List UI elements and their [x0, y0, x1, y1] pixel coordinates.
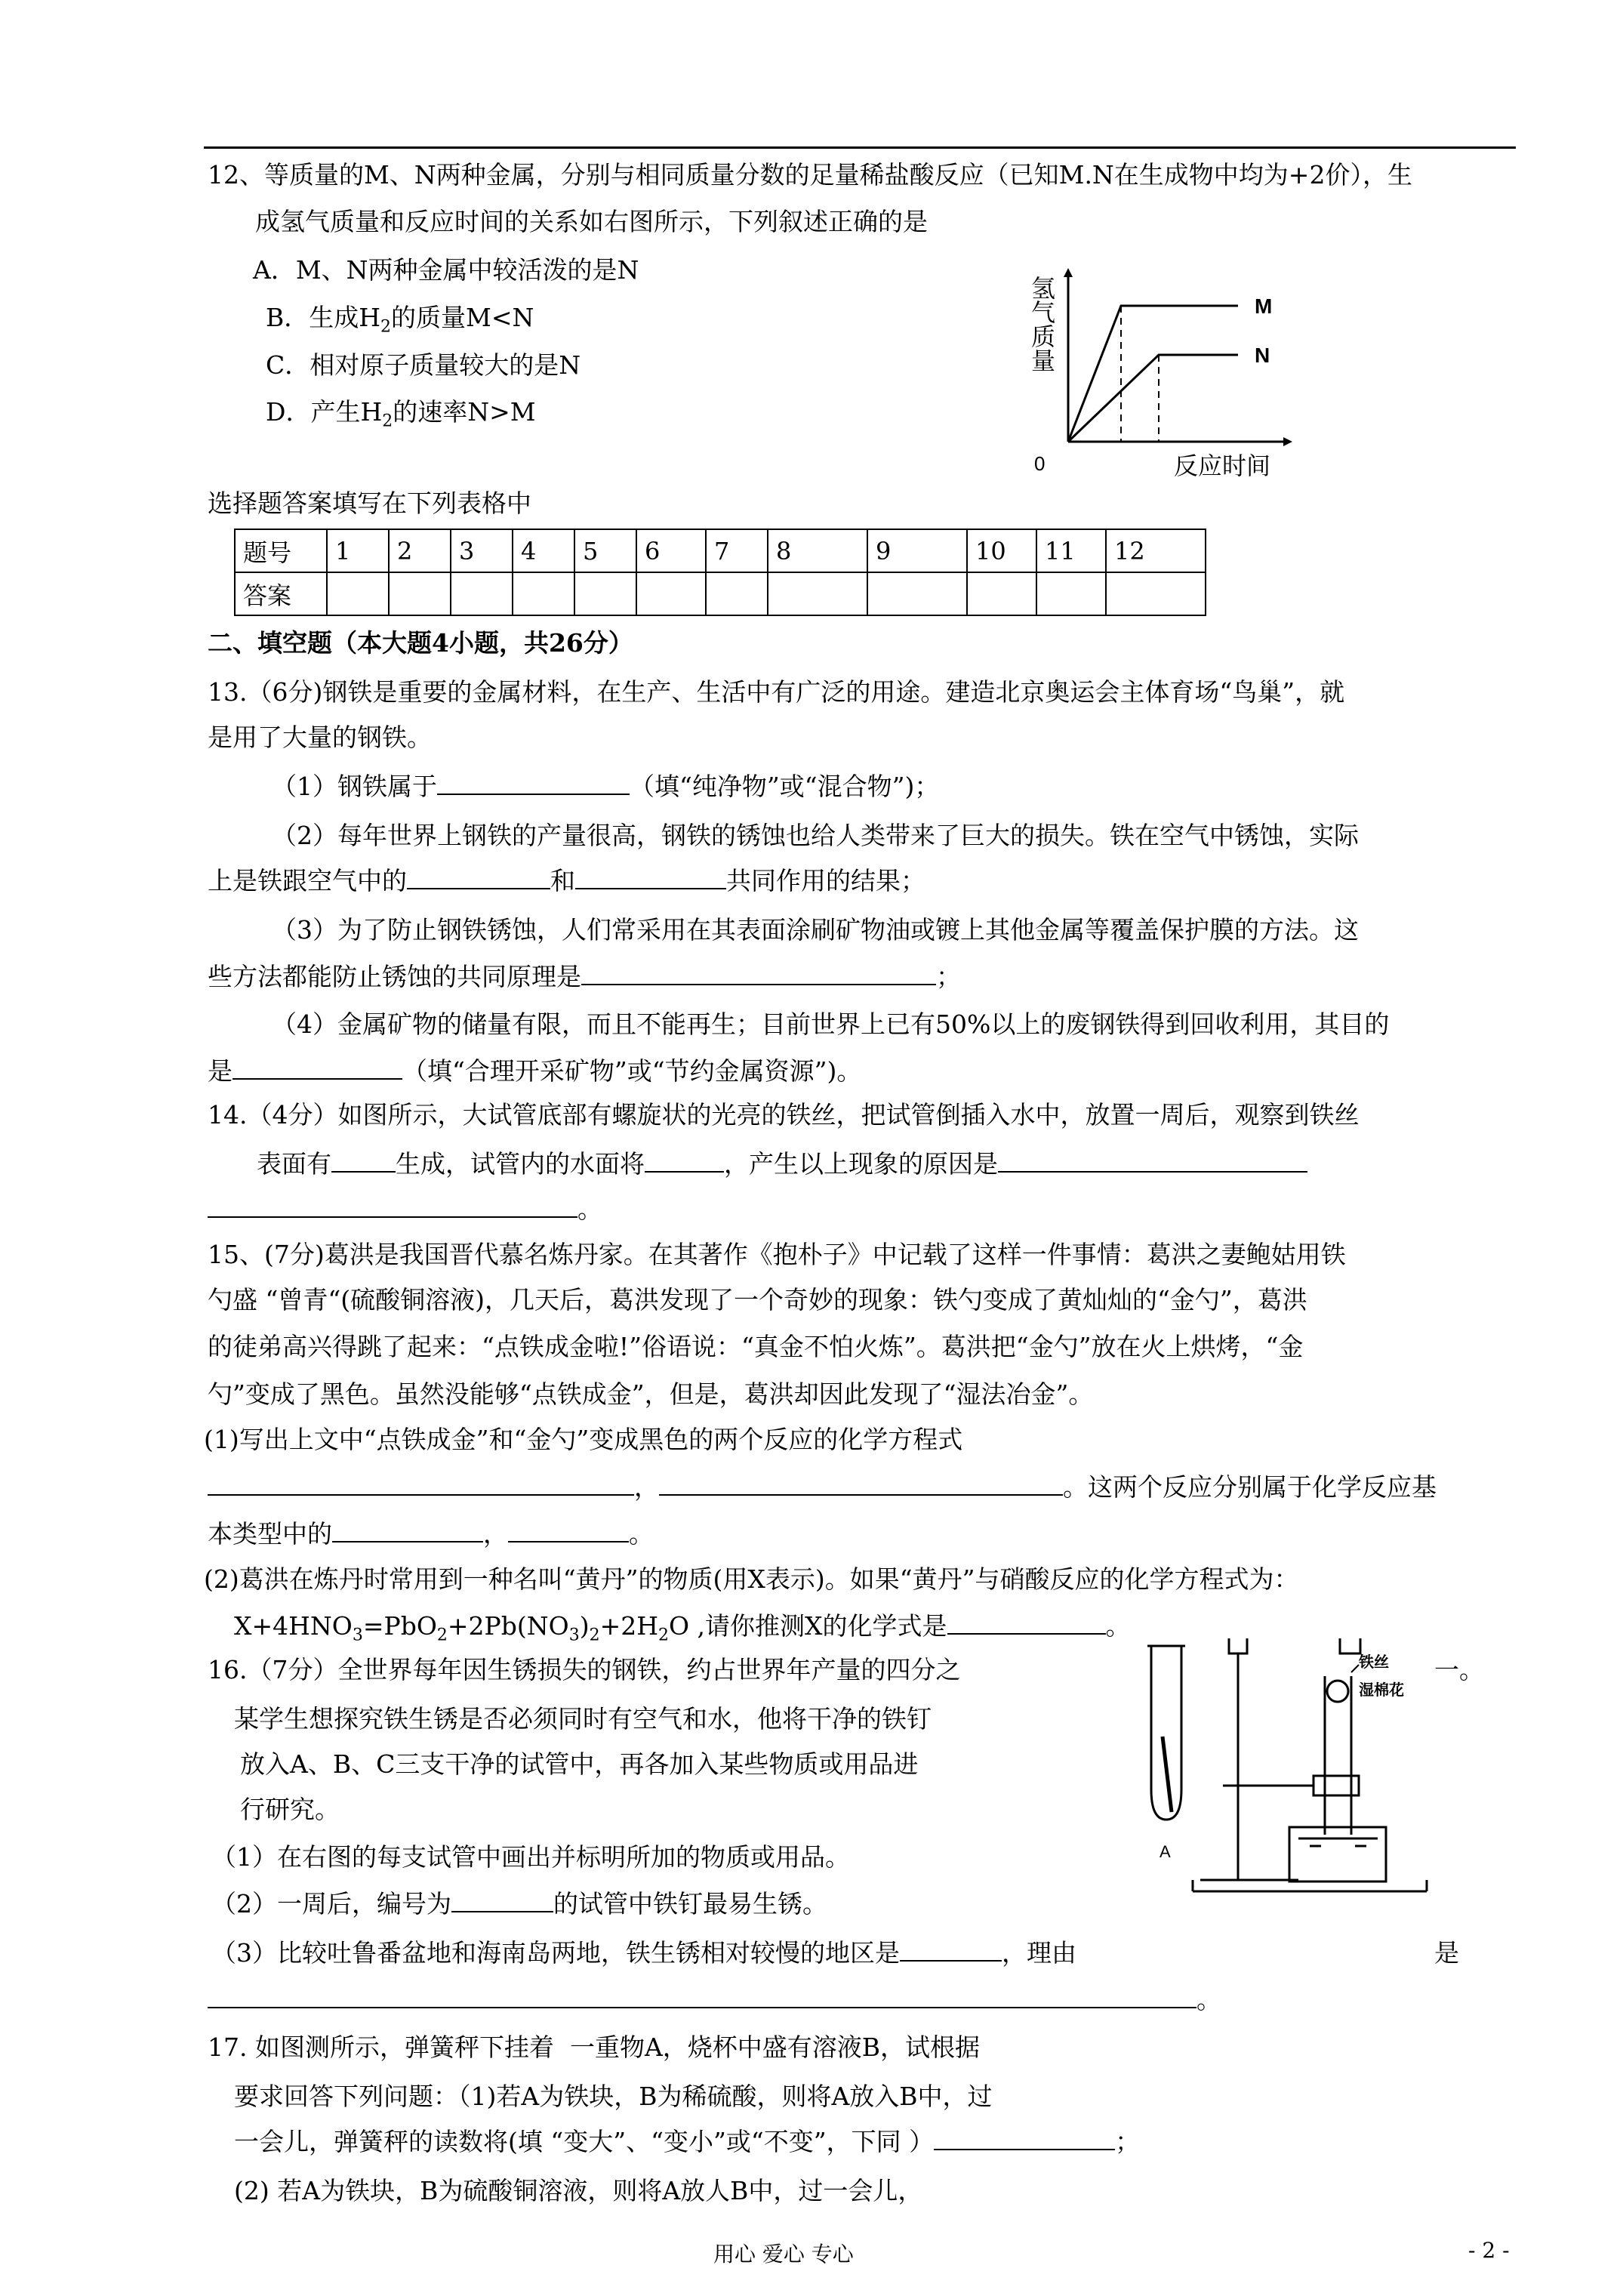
q16-blank-region[interactable]: [900, 1937, 1002, 1962]
q14-line2: 表面有 生成，试管内的水面将 ，产生以上现象的原因是: [257, 1148, 1307, 1181]
origin-label: 0: [1034, 452, 1046, 475]
q17-line1: 17. 如图测所示，弹簧秤下挂着 一重物A，烧杯中盛有溶液B，试根据: [208, 2032, 981, 2062]
answer-cell[interactable]: [967, 572, 1036, 615]
q16-line1: 16.（7分）全世界每年因生锈损失的钢铁，约占世界年产量的四分之: [208, 1655, 961, 1684]
number-cell: 4: [513, 529, 574, 572]
q12-stem-line2: 成氢气质量和反应时间的关系如右图所示，下列叙述正确的是: [255, 207, 928, 236]
q12-option-b: B．生成$H_2$的质量M<N: [266, 303, 534, 337]
answer-cell[interactable]: [574, 572, 636, 615]
tube-stand-left: [1200, 1638, 1298, 1880]
q16-part3: （3）比较吐鲁番盆地和海南岛两地，铁生锈相对较慢的地区是 ，理由: [211, 1938, 1076, 1968]
table-row: [235, 529, 1206, 572]
number-cell: 8: [768, 529, 867, 572]
y-axis-label: 氢气质量: [1028, 276, 1055, 372]
q15-line2: 勺盛 “曾青“(硫酸铜溶液)，几天后，葛洪发现了一个奇妙的现象：铁勺变成了黄灿灿的“金勺”，葛洪: [208, 1285, 1307, 1314]
q16-line3: 放入A、B、C三支干净的试管中，再各加入某些物质或用品进: [240, 1749, 919, 1779]
page-number: - 2 -: [1468, 2238, 1510, 2263]
q15-blank-x[interactable]: [947, 1610, 1106, 1635]
q13-part3-line2: 些方法都能防止锈蚀的共同原理是 ；: [208, 962, 961, 991]
number-cell: 9: [867, 529, 967, 572]
number-cell: 7: [706, 529, 768, 572]
number-cell: 1: [327, 529, 389, 572]
answer-cell[interactable]: [1036, 572, 1106, 615]
q13-blank-4[interactable]: [233, 1056, 402, 1080]
q13-blank-2b[interactable]: [575, 865, 726, 889]
q16-part2: （2）一周后，编号为 的试管中铁钉最易生锈。: [211, 1889, 827, 1918]
table-caption: 选择题答案填写在下列表格中: [208, 488, 531, 518]
iron-nail-A: [1163, 1737, 1172, 1812]
answer-cell[interactable]: [451, 572, 513, 615]
number-cell: 6: [636, 529, 706, 572]
answer-cell[interactable]: [706, 572, 768, 615]
answer-table: [234, 529, 1206, 616]
q15-line1: 15、(7分)葛洪是我国晋代慕名炼丹家。在其著作《抱朴子》中记载了这样一件事情：葛洪之妻鲍姑用铁: [208, 1240, 1346, 1269]
answer-cell[interactable]: [636, 572, 706, 615]
q16-blank-reason[interactable]: [208, 1984, 1196, 2008]
label-wet-cotton: 湿棉花: [1359, 1682, 1404, 1699]
q13-blank-3[interactable]: [581, 961, 936, 985]
q15-blank-type1[interactable]: [332, 1518, 483, 1542]
footer-slogan: 用心 爱心 专心: [713, 2242, 854, 2267]
q12-hydrogen-chart: [1027, 260, 1329, 479]
q16-part3-line2: 。: [208, 1983, 1221, 2017]
q14-blank-3b[interactable]: [208, 1194, 577, 1218]
number-cell: 3: [451, 529, 513, 572]
q15-blank-type2[interactable]: [508, 1518, 629, 1542]
q14-blank-3a[interactable]: [998, 1148, 1307, 1173]
q16-test-tube-figure: [1110, 1631, 1502, 1903]
q14-stem-line1: 14.（4分）如图所示，大试管底部有螺旋状的光亮的铁丝，把试管倒插入水中，放置一周后，观察到铁丝: [208, 1100, 1360, 1130]
answer-label-cell: 答案: [235, 572, 327, 615]
q15-part1-line2: ， 。这两个反应分别属于化学反应基: [208, 1471, 1437, 1504]
q12-option-c: C．相对原子质量较大的是N: [266, 350, 581, 380]
number-cell: 2: [389, 529, 451, 572]
tube-stand-right: [1193, 1638, 1427, 1891]
answer-cell[interactable]: [389, 572, 451, 615]
q14-line3: 。: [208, 1193, 602, 1226]
q13-part3-line1: （3）为了防止钢铁锈蚀，人们常采用在其表面涂刷矿物油或镀上其他金属等覆盖保护膜的方法。这: [272, 915, 1359, 945]
table-row: [235, 572, 1206, 615]
q17-line2: 要求回答下列问题：（1)若A为铁块，B为稀硫酸，则将A放入B中，过: [234, 2082, 993, 2111]
q17-line3: 一会儿，弹簧秤的读数将(填 “变大”、“变小”或“不变”，下同 ） ；: [234, 2127, 1141, 2156]
q13-stem-line2: 是用了大量的钢铁。: [208, 723, 432, 752]
x-axis-label: 反应时间: [1174, 452, 1271, 479]
label-M: M: [1255, 294, 1273, 318]
q15-equation: $X+4HNO_3=PbO_2+2Pb(NO_3)_2+2H_2O$ ,请你推测X的化学式是 。: [234, 1611, 1131, 1645]
label-N: N: [1255, 344, 1270, 367]
q16-line1-end: 一。: [1434, 1655, 1484, 1684]
q12-stem-line1: 12、等质量的M、N两种金属，分别与相同质量分数的足量稀盐酸反应（已知M.N在生成物中均为+2价），生: [208, 160, 1412, 190]
q15-part1-line3: 本类型中的 ， 。: [208, 1519, 654, 1549]
header-label-cell: 题号: [235, 529, 327, 572]
number-cell: 11: [1036, 529, 1106, 572]
answer-cell[interactable]: [768, 572, 867, 615]
answer-cell[interactable]: [1106, 572, 1206, 615]
q13-stem-line1: 13.（6分)钢铁是重要的金属材料，在生产、生活中有广泛的用途。建造北京奥运会主体育场“鸟巢”，就: [208, 677, 1345, 707]
q17-blank-1[interactable]: [934, 2126, 1115, 2150]
q13-blank-1[interactable]: [437, 771, 630, 795]
q15-line3: 的徒弟高兴得跳了起来：“点铁成金啦!”俗语说：“真金不怕火炼”。葛洪把“金勺”放在火上烘烤，“金: [208, 1332, 1304, 1361]
curve-N: [1068, 355, 1238, 442]
q14-blank-1[interactable]: [331, 1148, 396, 1173]
header-rule: [204, 146, 1516, 149]
q12-option-a: A．M、N两种金属中较活泼的是N: [253, 255, 639, 285]
answer-cell[interactable]: [513, 572, 574, 615]
q12-option-d: D．产生$H_2$的速率N>M: [266, 397, 536, 431]
number-cell: 12: [1106, 529, 1206, 572]
label-iron-wire: 铁丝: [1359, 1654, 1389, 1671]
answer-cell[interactable]: [867, 572, 967, 615]
q13-part2-line1: （2）每年世界上钢铁的产量很高，钢铁的锈蚀也给人类带来了巨大的损失。铁在空气中锈蚀，实际: [272, 821, 1359, 850]
q16-blank-tube[interactable]: [451, 1888, 553, 1912]
q13-part2-line2: 上是铁跟空气中的 和 共同作用的结果；: [208, 866, 925, 895]
section-2-heading: 二、填空题（本大题4小题，共26分）: [208, 628, 633, 658]
number-cell: 5: [574, 529, 636, 572]
q15-blank-eq2[interactable]: [659, 1472, 1063, 1496]
q14-blank-2[interactable]: [645, 1148, 724, 1173]
q16-part1: （1）在右图的每支试管中画出并标明所加的物质或用品。: [211, 1842, 850, 1872]
q13-blank-2a[interactable]: [407, 865, 550, 889]
tube-A: [1147, 1646, 1185, 1820]
tube-A-label: A: [1160, 1842, 1171, 1861]
q13-part4-line1: （4）金属矿物的储量有限，而且不能再生；目前世界上已有50%以上的废钢铁得到回收利用，其目的: [272, 1009, 1390, 1039]
y-axis-arrow: [1064, 268, 1073, 277]
q16-line4: 行研究。: [240, 1795, 340, 1824]
q15-line4: 勺”变成了黑色。虽然没能够“点铁成金”，但是，葛洪却因此发现了“湿法冶金”。: [208, 1379, 1094, 1409]
answer-cell[interactable]: [327, 572, 389, 615]
q13-part4-line2: 是 （填“合理开采矿物”或“节约金属资源”)。: [208, 1056, 862, 1086]
q16-part3-end: 是: [1434, 1938, 1459, 1968]
number-cell: 10: [967, 529, 1036, 572]
q13-part1: （1）钢铁属于 （填“纯净物”或“混合物”)；: [272, 772, 940, 801]
q17-line4: (2) 若A为铁块，B为硫酸铜溶液，则将A放人B中，过一会儿，: [234, 2176, 923, 2205]
q15-part1: (1)写出上文中“点铁成金”和“金勺”变成黑色的两个反应的化学方程式: [204, 1425, 963, 1454]
x-axis-arrow: [1283, 437, 1292, 446]
q15-blank-eq1[interactable]: [208, 1472, 634, 1496]
q16-line2: 某学生想探究铁生锈是否必须同时有空气和水，他将干净的铁钉: [234, 1704, 932, 1734]
curve-M: [1068, 306, 1238, 442]
q15-part2: (2)葛洪在炼丹时常用到一种名叫“黄丹”的物质(用X表示)。如果“黄丹”与硝酸反应的化学方程式为：: [204, 1564, 1299, 1594]
